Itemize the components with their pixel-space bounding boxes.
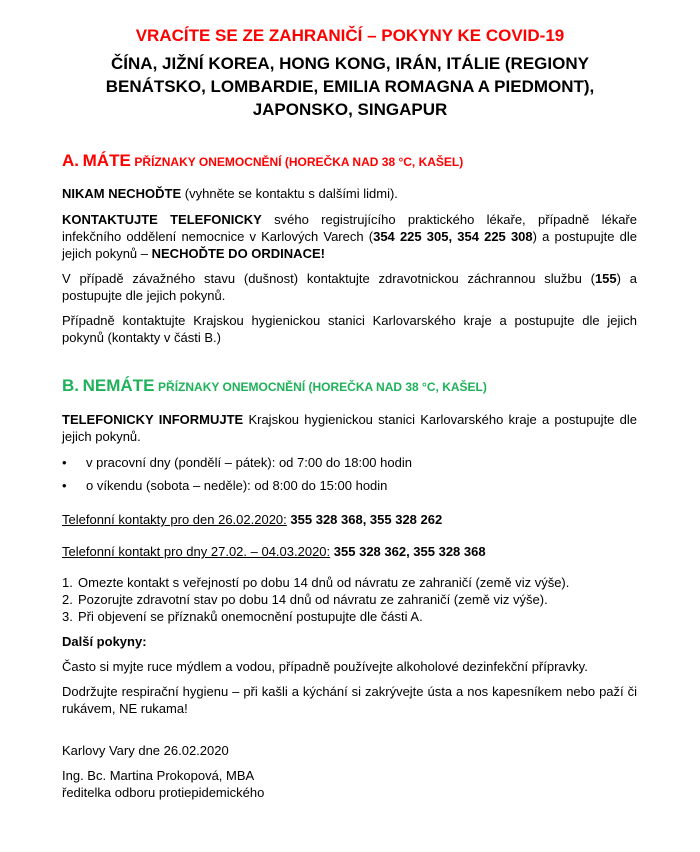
numbered-item-text: Omezte kontakt s veřejností po dobu 14 dnů od návratu ze zahraničí (země viz výše). [78,575,570,590]
page-title: VRACÍTE SE ZE ZAHRANIČÍ – POKYNY KE COVID-19 [135,26,565,45]
bullet-dot-icon: • [62,478,67,493]
more-paragraph-1: Často si myjte ruce mýdlem a vodou, případně používejte alkoholové dezinfekční přípravky. [62,659,588,674]
section-b-p1-rest: Krajskou hygienickou stanici Karlovarského kraje a postupujte dle jejich pokynů. [62,412,637,444]
more-paragraph-2: Dodržujte respirační hygienu – při kašli a kýchání si zakrývejte ústa a nos kapesníkem nebo paží či rukávem, NE rukama! [62,684,637,716]
list-item-text: o víkendu (sobota – neděle): od 8:00 do 15:00 hodin [86,478,388,493]
section-b-letter: B. [62,376,79,395]
section-a-p3-after: ) a postupujte dle jejich pokynů. [62,271,638,303]
section-a-heading [62,152,463,171]
section-b-word: NEMÁTE [82,376,155,395]
section-b-paragraph-1 [62,411,637,445]
numbered-item-text: Při objevení se příznaků onemocnění postupujte dle části A. [78,609,423,624]
section-a-word: MÁTE [82,151,131,170]
section-b-p1-bold: TELEFONICKY INFORMUJTE [62,412,244,427]
section-a-paragraph-4: Případně kontaktujte Krajskou hygienickou stanici Karlovarského kraje a postupujte dle jejich pokynů (kontakty v části B.) [62,313,637,345]
contact-2-label: Telefonní kontakt pro dny 27.02. – 04.03.2020: [62,544,331,559]
section-a-rest: PŘÍZNAKY ONEMOCNĚNÍ (HOREČKA NAD 38 °C, KAŠEL) [134,155,464,169]
contact-1-value: 355 328 368, 355 328 262 [290,512,443,527]
contact-line-1 [62,511,637,528]
signatory-name: Ing. Bc. Martina Prokopová, MBA [62,768,255,783]
signatory-role: ředitelka odboru protiepidemického [62,785,265,800]
section-a-p3-num: 155 [594,271,617,286]
numbered-item: 1. Omezte kontakt s veřejností po dobu 14 dnů od návratu ze zahraničí (země viz výše). [62,575,570,590]
numbered-item: 2. Pozorujte zdravotní stav po dobu 14 dnů od návratu ze zahraničí (země viz výše). [62,592,548,607]
list-item-text: v pracovní dny (pondělí – pátek): od 7:00 do 18:00 hodin [86,455,412,470]
section-a-p3-before: V případě závažného stavu (dušnost) kontaktujte zdravotnickou záchrannou službu ( [62,271,595,286]
section-a-paragraph-2 [62,211,637,262]
section-a-p2-end: NECHOĎTE DO ORDINACE! [151,246,325,261]
section-a-p1-rest: (vyhněte se kontaktu s dalšími lidmi). [181,186,398,201]
section-a-paragraph-1 [62,185,637,202]
section-a-letter: A. [62,151,79,170]
bullet-dot-icon: • [62,455,67,470]
section-b-rest: PŘÍZNAKY ONEMOCNĚNÍ (HOREČKA NAD 38 °C, KAŠEL) [158,380,487,394]
place-date: Karlovy Vary dne 26.02.2020 [62,743,229,758]
contact-2-value: 355 328 362, 355 328 368 [333,544,486,559]
country-list-line: ČÍNA, JIŽNÍ KOREA, HONG KONG, IRÁN, ITÁLIE (REGIONY [111,54,589,73]
country-list [40,52,660,121]
section-a-p2-after: ) a postupujte dle jejich pokynů – [62,229,638,261]
section-a-p2-phones: 354 225 305, 354 225 308 [373,229,533,244]
section-b-heading [62,377,487,396]
contact-line-2 [62,543,637,560]
section-a-p2-bold: KONTAKTUJTE TELEFONICKY [62,212,262,227]
more-heading: Další pokyny: [62,634,147,649]
numbered-item: 3. Při objevení se příznaků onemocnění postupujte dle části A. [62,609,423,624]
country-list-line: JAPONSKO, SINGAPUR [252,100,448,119]
numbered-item-text: Pozorujte zdravotní stav po dobu 14 dnů od návratu ze zahraničí (země viz výše). [78,592,548,607]
section-a-paragraph-3 [62,270,637,304]
country-list-line: BENÁTSKO, LOMBARDIE, EMILIA ROMAGNA A PIEDMONT), [105,77,595,96]
section-a-p2-mid: svého registrujícího praktického lékaře, případně lékaře infekčního oddělení nemocnice v Karlových Varech ( [62,212,637,244]
contact-1-label: Telefonní kontakty pro den 26.02.2020: [62,512,287,527]
section-a-p1-bold: NIKAM NECHOĎTE [62,186,182,201]
